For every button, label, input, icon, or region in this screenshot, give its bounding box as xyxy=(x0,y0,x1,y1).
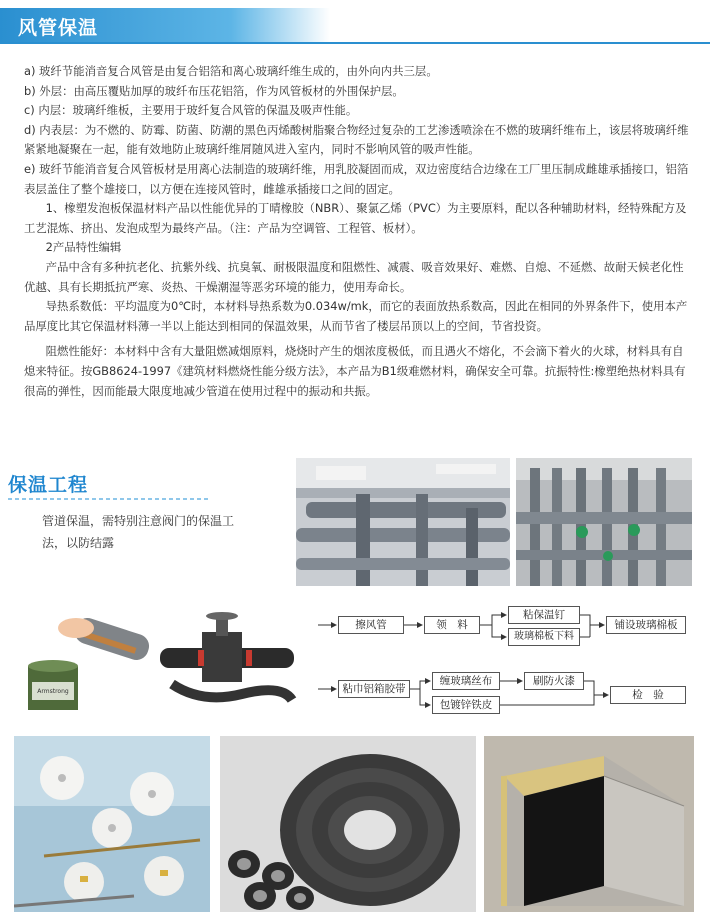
flow-step-foil-tape: 粘巾铝箱胶带 xyxy=(338,680,410,698)
section-title-insulation: 保温工程 xyxy=(8,474,89,496)
section-title-bar xyxy=(0,8,330,42)
photo-rubber-foam-rolls xyxy=(220,736,476,912)
flow-step-stick-pins: 粘保温钉 xyxy=(508,606,580,624)
paragraph-thermal: 导热系数低：平均温度为0℃时，本材料导热系数为0.034w/mk，而它的表面放热系数高，因此在相同的外界条件下，使用本产品厚度比其它保温材料薄一半以上能达到相同的保温效果，从而节省了楼层吊顶以上的空间，节省投资。 xyxy=(24,299,688,333)
page-title: 风管保温 xyxy=(18,17,99,39)
flow-step-cut-board: 玻璃棉板下料 xyxy=(508,628,580,646)
paragraph-heading-features: 2产品特性编辑 xyxy=(45,240,122,255)
photo-insulated-pipes-1 xyxy=(296,458,510,586)
paragraph-c: c) 内层：玻璃纤维板，主要用于玻纤复合风管的保温及吸声性能。 xyxy=(24,103,358,118)
photo-insulated-duct xyxy=(484,736,694,912)
photo-insulation-pins xyxy=(14,736,210,912)
section-dotted-divider xyxy=(8,498,208,500)
paragraph-d: d) 内表层：为不燃的、防霉、防菌、防潮的黑色丙烯酸树脂聚合物经过复杂的工艺渗透喷涂在不燃的玻璃纤维布上，该层将玻璃纤维紧紧地凝聚在一起，能有效地防止玻璃纤维屑随风进入室内，同时不影响风管的吸声性能。 xyxy=(24,122,689,157)
flow-step-wipe-duct: 擦风管 xyxy=(338,616,404,634)
paragraph-features: 产品中含有多种抗老化、抗紫外线、抗臭氧、耐极限温度和阻燃性、减震、吸音效果好、难燃、自熄、不延燃、故耐天候老化性优越、具有长期抵抗严寒、炎热、干燥潮湿等恶劣环境的能力，使用寿命长。 xyxy=(24,259,684,294)
paragraph-flame: 阻燃性能好：本材料中含有大量阻燃减烟原料，烧烧时产生的烟浓度极低，而且遇火不熔化，不会滴下着火的火球，材料具有自熄来特征。按GB8624-1997《建筑材料燃烧性能分级方法》，本产品为B1级难燃材料，确保安全可靠。抗振特性:橡塑绝热材料具有很高的弹性，因而能最大限度地减少管道在使用过程中的振动和共振。 xyxy=(24,344,686,398)
flow-step-collect-material: 领 料 xyxy=(424,616,480,634)
paragraph-e: e) 玻纤节能消音复合风管板材是用离心法制造的玻璃纤维，用乳胶凝固而成，双边密度结合边缘在工厂里压制成雌雄承插接口，铝箔表层盖住了整个雄接口，以方便在连接风管时，雌雄承插接口之间的固定。 xyxy=(24,161,689,196)
flow-step-sheet: 包镀锌铁皮 xyxy=(432,696,500,714)
photo-valve-insulation xyxy=(152,604,302,714)
flow-step-wrap-cloth: 缠玻璃丝布 xyxy=(432,672,500,690)
paragraph-b: b) 外层：由高压覆贴加厚的玻纤布压花铝箔，作为风管板材的外围保护层。 xyxy=(24,83,404,98)
section-description: 管道保温，需特别注意阀门的保温工法，以防结露 xyxy=(42,514,235,550)
paragraph-a: a) 玻纤节能消音复合风管是由复合铝箔和离心玻璃纤维生成的，由外向内共三层。 xyxy=(24,64,438,78)
flow-step-inspect: 检 验 xyxy=(610,686,686,704)
can-label: Armstrong xyxy=(37,688,69,695)
photo-insulated-pipes-2 xyxy=(516,458,692,586)
photo-adhesive-can xyxy=(14,604,150,714)
flow-step-paint: 刷防火漆 xyxy=(524,672,584,690)
paragraph-rubber-intro: 1、橡塑发泡板保温材料产品以性能优异的丁晴橡胶（NBR）、聚氯乙烯（PVC）为主要原料，配以各种辅助材料，经特殊配方及工艺混炼、挤出、发泡成型为最终产品。（注：产品为空调管、工程管、板材）。 xyxy=(24,201,687,235)
title-divider xyxy=(0,42,710,44)
intro-text xyxy=(24,62,694,401)
flow-step-lay-board: 铺设玻璃棉板 xyxy=(606,616,686,634)
process-flowchart xyxy=(316,603,710,723)
